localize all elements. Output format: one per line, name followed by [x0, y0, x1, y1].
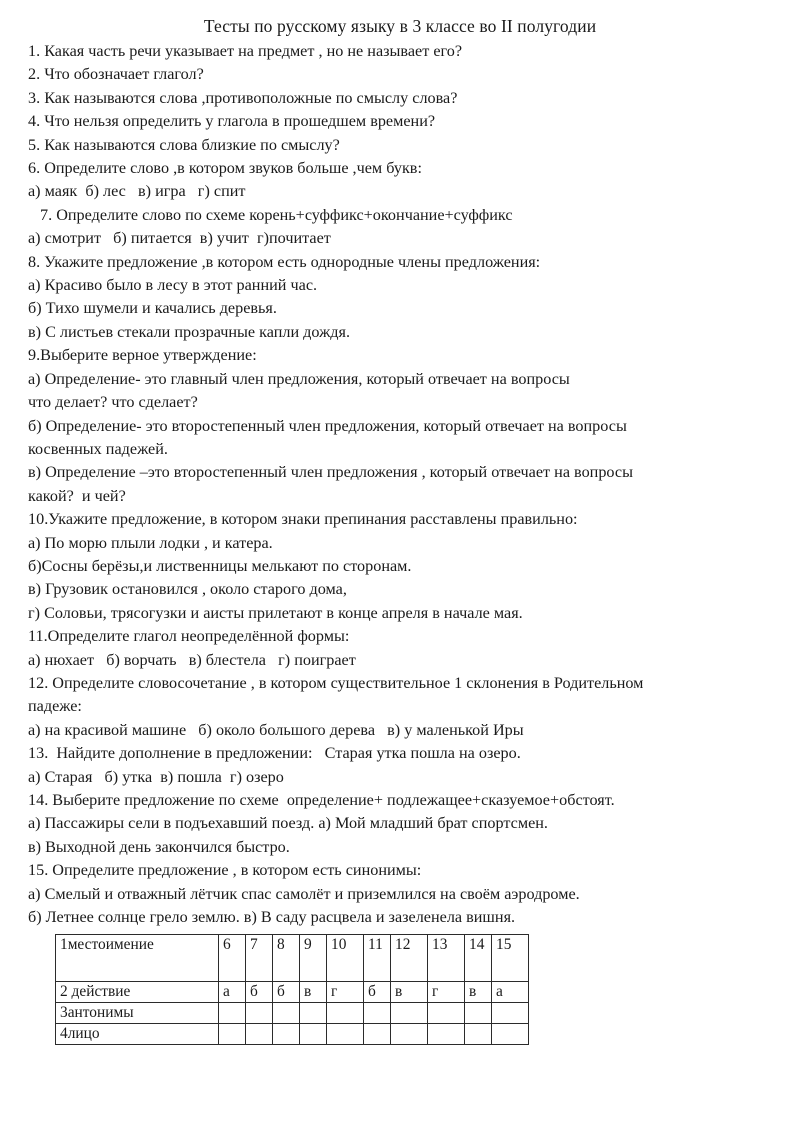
answer-cell-empty[interactable]	[246, 1003, 273, 1024]
answer-cell-empty[interactable]	[219, 1024, 246, 1045]
question-line: в) С листьев стекали прозрачные капли дождя.	[28, 322, 351, 341]
page-title: Тесты по русскому языку в 3 классе во II полугодии	[203, 16, 597, 36]
question-line: а) Старая б) утка в) пошла г) озеро	[28, 767, 284, 786]
question-line: б) Летнее солнце грело землю. в) В саду расцвела и зазеленела вишня.	[28, 908, 516, 927]
question-line: какой? и чей?	[28, 486, 126, 505]
question-line: 10.Укажите предложение, в котором знаки препинания расставлены правильно:	[28, 510, 578, 529]
answer-cell[interactable]: а	[492, 982, 529, 1003]
question-line: 3. Как называются слова ,противоположные по смыслу слова?	[28, 88, 458, 107]
question-line: а) По морю плыли лодки , и катера.	[28, 533, 273, 552]
table-row	[56, 935, 529, 982]
answer-cell-empty[interactable]	[492, 1024, 529, 1045]
answer-cell-empty[interactable]	[273, 1003, 300, 1024]
question-line: 6. Определите слово ,в котором звуков больше ,чем букв:	[28, 159, 422, 178]
question-line: а) Смелый и отважный лётчик спас самолёт и приземлился на своём аэродроме.	[28, 884, 580, 903]
question-line: б) Тихо шумели и качались деревья.	[28, 299, 277, 318]
question-line: в) Выходной день закончился быстро.	[28, 837, 290, 856]
answer-cell-empty[interactable]	[300, 1024, 327, 1045]
question-line: 8. Укажите предложение ,в котором есть однородные члены предложения:	[28, 252, 541, 271]
answer-cell[interactable]: 10	[327, 935, 364, 982]
answer-cell-empty[interactable]	[219, 1003, 246, 1024]
question-line: падеже:	[28, 697, 82, 716]
answer-cell-empty[interactable]	[300, 1003, 327, 1024]
question-line: 2. Что обозначает глагол?	[28, 65, 204, 84]
answer-cell-empty[interactable]	[465, 1024, 492, 1045]
question-list	[28, 40, 772, 929]
answer-cell-empty[interactable]	[327, 1003, 364, 1024]
answer-cell[interactable]: б	[273, 982, 300, 1003]
answer-cell[interactable]: г	[327, 982, 364, 1003]
answer-cell[interactable]: 13	[428, 935, 465, 982]
question-line: а) Определение- это главный член предложения, который отвечает на вопросы	[28, 369, 570, 388]
question-line: в) Определение –это второстепенный член предложения , который отвечает на вопросы	[28, 463, 633, 482]
question-line: а) Пассажиры сели в подъехавший поезд. а) Мой младший брат спортсмен.	[28, 814, 548, 833]
answer-cell[interactable]: б	[246, 982, 273, 1003]
question-line: 4. Что нельзя определить у глагола в прошедшем времени?	[28, 112, 436, 131]
answer-cell[interactable]: 15	[492, 935, 529, 982]
answer-cell[interactable]: 6	[219, 935, 246, 982]
question-line: 11.Определите глагол неопределённой формы:	[28, 627, 350, 646]
question-line: б) Определение- это второстепенный член предложения, который отвечает на вопросы	[28, 416, 627, 435]
row-label: 2 действие	[56, 982, 219, 1003]
question-line: а) Красиво было в лесу в этот ранний час.	[28, 276, 318, 295]
answer-cell[interactable]: в	[465, 982, 492, 1003]
answer-cell-empty[interactable]	[364, 1024, 391, 1045]
answer-cell-empty[interactable]	[428, 1003, 465, 1024]
answer-cell[interactable]: 7	[246, 935, 273, 982]
answer-cell[interactable]: 11	[364, 935, 391, 982]
question-line: 7. Определите слово по схеме корень+суффикс+окончание+суффикс	[40, 205, 513, 224]
question-line: в) Грузовик остановился , около старого дома,	[28, 580, 347, 599]
row-label: 1местоимение	[56, 935, 219, 982]
table-row	[56, 982, 529, 1003]
answer-cell-empty[interactable]	[273, 1024, 300, 1045]
question-line: а) на красивой машине б) около большого дерева в) у маленькой Иры	[28, 720, 524, 739]
answer-cell[interactable]: 9	[300, 935, 327, 982]
question-line: г) Соловьи, трясогузки и аисты прилетают в конце апреля в начале мая.	[28, 603, 523, 622]
answer-cell[interactable]: г	[428, 982, 465, 1003]
question-line: а) смотрит б) питается в) учит г)почитает	[28, 229, 331, 248]
answer-cell[interactable]: 12	[391, 935, 428, 982]
answer-cell-empty[interactable]	[465, 1003, 492, 1024]
question-line: косвенных падежей.	[28, 439, 168, 458]
question-line: б)Сосны берёзы,и лиственницы мелькают по сторонам.	[28, 556, 412, 575]
table-row	[56, 1003, 529, 1024]
answer-key-table	[55, 934, 529, 1045]
question-line: а) маяк б) лес в) игра г) спит	[28, 182, 246, 201]
answer-cell[interactable]: б	[364, 982, 391, 1003]
answer-cell-empty[interactable]	[428, 1024, 465, 1045]
question-line: 12. Определите словосочетание , в котором существительное 1 склонения в Родительном	[28, 673, 644, 692]
answer-cell-empty[interactable]	[327, 1024, 364, 1045]
question-line: 9.Выберите верное утверждение:	[28, 346, 257, 365]
row-label: 4лицо	[56, 1024, 219, 1045]
answer-cell-empty[interactable]	[391, 1024, 428, 1045]
answer-cell-empty[interactable]	[246, 1024, 273, 1045]
table-row	[56, 1024, 529, 1045]
question-line: 14. Выберите предложение по схеме определение+ подлежащее+сказуемое+обстоят.	[28, 791, 615, 809]
answer-cell[interactable]: а	[219, 982, 246, 1003]
answer-cell[interactable]: 14	[465, 935, 492, 982]
answer-cell[interactable]: 8	[273, 935, 300, 982]
question-line: 1. Какая часть речи указывает на предмет , но не называет его?	[28, 42, 463, 60]
question-line: 15. Определите предложение , в котором есть синонимы:	[28, 861, 422, 880]
answer-cell-empty[interactable]	[391, 1003, 428, 1024]
answer-cell-empty[interactable]	[364, 1003, 391, 1024]
answer-cell[interactable]: в	[300, 982, 327, 1003]
question-line: что делает? что сделает?	[28, 393, 198, 412]
answer-cell[interactable]: в	[391, 982, 428, 1003]
question-line: а) нюхает б) ворчать в) блестела г) поиграет	[28, 650, 356, 669]
question-line: 5. Как называются слова близкие по смыслу?	[28, 135, 340, 154]
answer-cell-empty[interactable]	[492, 1003, 529, 1024]
answer-table-container	[28, 934, 772, 1045]
row-label: 3антонимы	[56, 1003, 219, 1024]
question-line: 13. Найдите дополнение в предложении: Старая утка пошла на озеро.	[28, 744, 521, 763]
